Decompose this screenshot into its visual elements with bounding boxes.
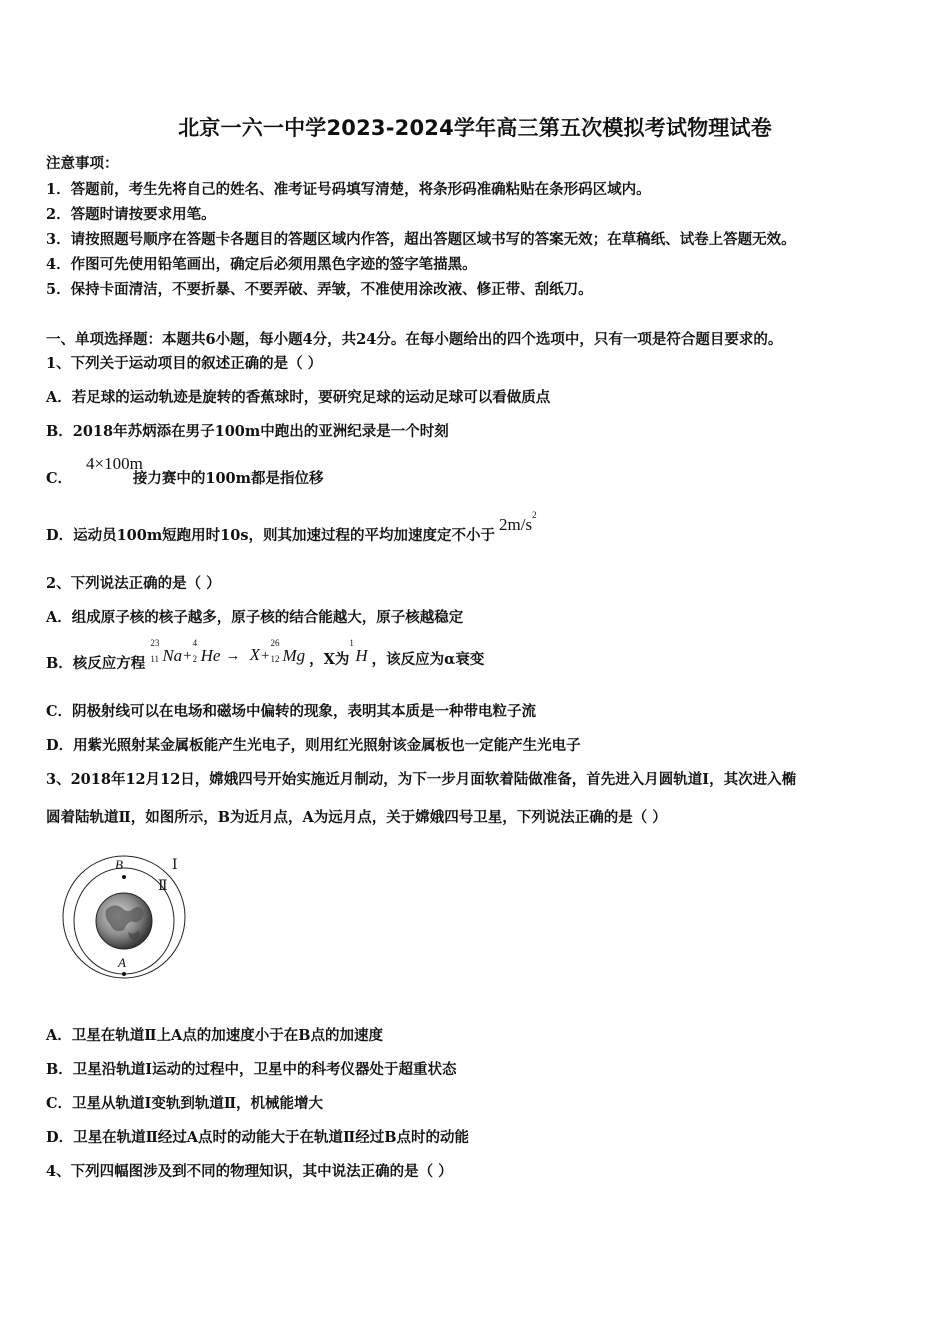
section-heading: 一、单项选择题：本题共6小题，每小题4分，共24分。在每小题给出的四个选项中，只有一项是符合题目要求的。 — [46, 331, 783, 348]
orbit-svg — [58, 850, 198, 980]
nuclide-mg: 26 12 Mg — [270, 638, 306, 665]
q2-option-a: A．组成原子核的核子越多，原子核的结合能越大，原子核越稳定 — [46, 609, 464, 626]
q3-stem-line1: 3、2018年12月12日，嫦娥四号开始实施近月制动，为下一步月面软着陆做准备，首先进入月圆轨道Ⅰ，其次进入椭 — [46, 771, 797, 788]
q1-option-c-label: C． — [46, 470, 73, 487]
q2-option-b — [46, 638, 485, 672]
page-title: 北京一六一中学2023-2024学年高三第五次模拟考试物理试卷 — [178, 116, 772, 140]
plus-sign-2: + — [260, 648, 270, 664]
notice-item-1: 1．答题前，考生先将自己的姓名、准考证号码填写清楚，将条形码准确粘贴在条形码区域内。 — [46, 181, 651, 198]
q3-option-a: A．卫星在轨道Ⅱ上A点的加速度小于在B点的加速度 — [46, 1027, 383, 1044]
nuclide-h: 1 H — [349, 638, 368, 665]
q1-option-b: B．2018年苏炳添在男子100m中跑出的亚洲纪录是一个时刻 — [46, 423, 449, 440]
orbit-diagram — [58, 850, 198, 980]
point-b — [122, 875, 126, 879]
q3-option-c: C．卫星从轨道Ⅰ变轨到轨道Ⅱ，机械能增大 — [46, 1095, 324, 1112]
label-orbit-i: Ⅰ — [172, 857, 178, 873]
q2-option-b-suffix: ，该反应为α衰变 — [371, 651, 485, 668]
plus-sign: + — [183, 648, 192, 664]
q1-option-a: A．若足球的运动轨迹是旋转的香蕉球时，要研究足球的运动足球可以看做质点 — [46, 389, 551, 406]
q3-stem-line2: 圆着陆轨道Ⅱ，如图所示，B为近月点，A为远月点，关于嫦娥四号卫星，下列说法正确的是（ ） — [46, 809, 667, 826]
q1-option-c-formula: 4×100m — [86, 454, 143, 473]
q1-option-c-text: 接力赛中的100m都是指位移 — [132, 470, 324, 487]
label-orbit-ii: Ⅱ — [158, 878, 168, 894]
reaction-arrow: → — [225, 648, 241, 664]
point-a — [122, 972, 126, 976]
label-a: A — [118, 955, 126, 970]
nuclide-he: 4 2 He — [192, 638, 221, 665]
notice-item-3: 3．请按照题号顺序在答题卡各题目的答题区域内作答，超出答题区域书写的答案无效；在草稿纸、试卷上答题无效。 — [46, 231, 796, 248]
q1-option-d — [46, 510, 537, 544]
q1-option-d-formula: 2m/s — [499, 515, 533, 534]
q1-option-c — [46, 454, 324, 487]
notice-item-4: 4．作图可先使用铅笔画出，确定后必须用黑色字迹的签字笔描黑。 — [46, 256, 477, 273]
q4-stem: 4、下列四幅图涉及到不同的物理知识，其中说法正确的是（ ） — [46, 1163, 453, 1180]
notice-item-5: 5．保持卡面清洁，不要折暴、不要弄破、弄皱，不准使用涂改液、修正带、刮纸刀。 — [46, 281, 593, 298]
q3-option-b: B．卫星沿轨道Ⅰ运动的过程中，卫星中的科考仪器处于超重状态 — [46, 1061, 457, 1078]
q2-stem: 2、下列说法正确的是（ ） — [46, 575, 221, 592]
q1-option-d-text: D．运动员100m短跑用时10s，则其加速过程的平均加速度定不小于 — [46, 527, 496, 544]
q2-option-c: C．阴极射线可以在电场和磁场中偏转的现象，表明其本质是一种带电粒子流 — [46, 703, 537, 720]
q3-option-d: D．卫星在轨道Ⅱ经过A点时的动能大于在轨道Ⅱ经过B点时的动能 — [46, 1129, 470, 1146]
nuclide-na: 23 11 Na — [150, 638, 183, 665]
nuclide-x: X — [249, 645, 260, 664]
label-b: B — [115, 857, 123, 872]
q1-option-d-exponent: 2 — [532, 510, 537, 521]
notice-heading: 注意事项： — [46, 155, 119, 172]
q2-option-d: D．用紫光照射某金属板能产生光电子，则用红光照射该金属板也一定能产生光电子 — [46, 737, 581, 754]
q1-stem: 1、下列关于运动项目的叙述正确的是（ ） — [46, 355, 323, 372]
q2-option-b-mid: ，X为 — [309, 651, 350, 668]
notice-item-2: 2．答题时请按要求用笔。 — [46, 206, 216, 223]
q2-option-b-label: B．核反应方程 — [46, 655, 146, 672]
